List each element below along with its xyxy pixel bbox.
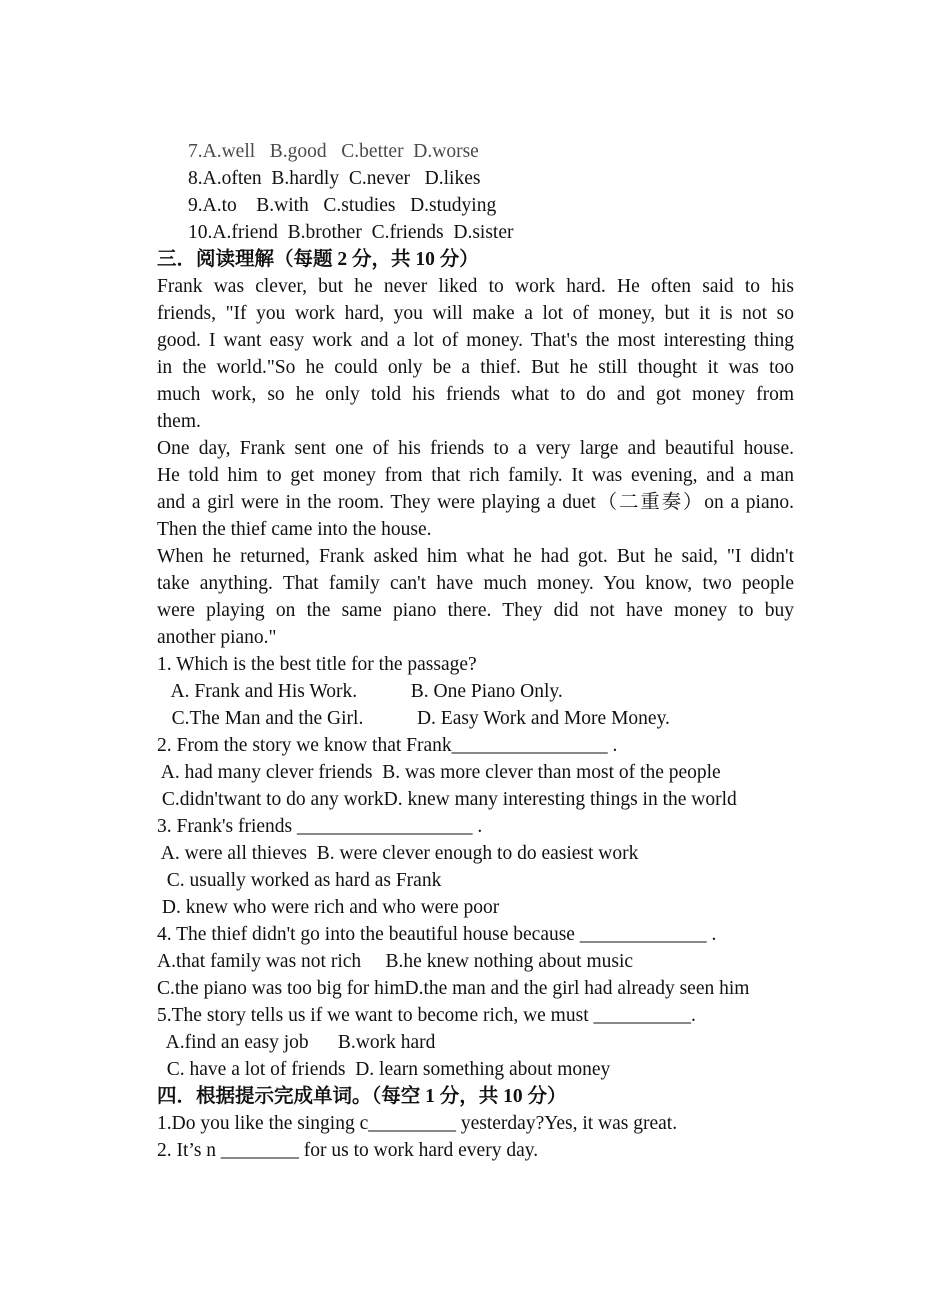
passage-line: When he returned, Frank asked him what he had got. But he said, "I didn't (157, 546, 794, 567)
fill-in-item: 2. It’s n ________ for us to work hard every day. (157, 1140, 539, 1161)
section3-heading: 三．阅读理解（每题 2 分，共 10 分） (157, 249, 479, 270)
question-line: C.The Man and the Girl. D. Easy Work and More Money. (157, 708, 670, 729)
question-line: C.the piano was too big for himD.the man and the girl had already seen him (157, 978, 750, 999)
question-line: A. were all thieves B. were clever enough to do easiest work (157, 843, 639, 864)
passage-line: them. (157, 411, 201, 432)
passage-line: another piano." (157, 627, 277, 648)
passage-line: He told him to get money from that rich family. It was evening, and a man (157, 465, 794, 486)
question-line: A.that family was not rich B.he knew nothing about music (157, 951, 634, 972)
option-line-10: 10.A.friend B.brother C.friends D.sister (188, 222, 514, 243)
fill-in-item: 1.Do you like the singing c_________ yesterday?Yes, it was great. (157, 1113, 678, 1134)
passage-line: friends, "If you work hard, you will make a lot of money, but it is not so (157, 303, 794, 324)
question-line: C.didn'twant to do any workD. knew many interesting things in the world (157, 789, 737, 810)
option-line-7: 7.A.well B.good C.better D.worse (188, 141, 479, 162)
passage-line: in the world."So he could only be a thief. But he still thought it was too (157, 357, 794, 378)
passage-line: and a girl were in the room. They were playing a duet（二重奏）on a piano. (157, 492, 794, 513)
question-line: 4. The thief didn't go into the beautiful house because _____________ . (157, 924, 717, 945)
question-line: 3. Frank's friends __________________ . (157, 816, 483, 837)
option-line-9: 9.A.to B.with C.studies D.studying (188, 195, 497, 216)
question-line: A.find an easy job B.work hard (157, 1032, 436, 1053)
question-line: C. usually worked as hard as Frank (157, 870, 442, 891)
passage-line: good. I want easy work and a lot of money. That's the most interesting thing (157, 330, 794, 351)
question-line: A. Frank and His Work. B. One Piano Only. (157, 681, 563, 702)
passage-line: were playing on the same piano there. They did not have money to buy (157, 600, 794, 621)
question-line: D. knew who were rich and who were poor (157, 897, 500, 918)
option-line-8: 8.A.often B.hardly C.never D.likes (188, 168, 481, 189)
passage-line: One day, Frank sent one of his friends to a very large and beautiful house. (157, 438, 794, 459)
question-line: A. had many clever friends B. was more clever than most of the people (157, 762, 721, 783)
question-line: 1. Which is the best title for the passage? (157, 654, 477, 675)
question-line: 5.The story tells us if we want to become rich, we must __________. (157, 1005, 696, 1026)
passage-line: Frank was clever, but he never liked to work hard. He often said to his (157, 276, 794, 297)
passage-line: Then the thief came into the house. (157, 519, 432, 540)
section4-heading: 四．根据提示完成单词。（每空 1 分，共 10 分） (157, 1086, 567, 1107)
passage-line: much work, so he only told his friends what to do and got money from (157, 384, 794, 405)
question-line: 2. From the story we know that Frank________________ . (157, 735, 618, 756)
passage-line: take anything. That family can't have much money. You know, two people (157, 573, 794, 594)
question-line: C. have a lot of friends D. learn something about money (157, 1059, 611, 1080)
